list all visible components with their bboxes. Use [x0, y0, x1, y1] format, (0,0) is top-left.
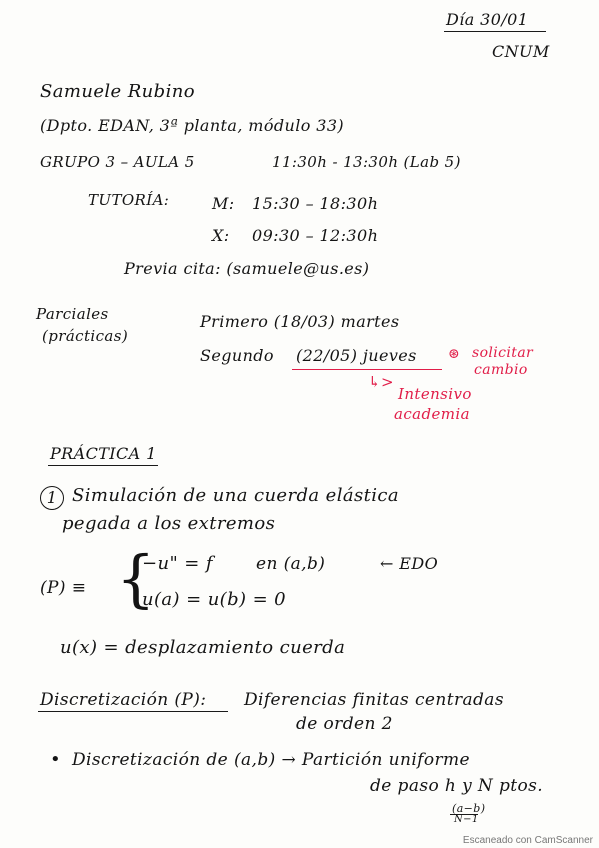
fraction-numerator: (a−b): [452, 802, 486, 815]
teacher-name: Samuele Rubino: [40, 81, 195, 102]
request-text: solicitar: [472, 345, 534, 361]
item-line-2: pegada a los extremos: [62, 513, 276, 534]
tutoria-day-2: X:: [212, 226, 230, 245]
arrow-icon: ↳>: [368, 373, 394, 391]
second-exam-date: (22/05) jueves: [296, 346, 417, 365]
date-text: Día 30/01: [446, 10, 529, 29]
request-text-2: cambio: [474, 362, 528, 378]
asterisk-icon: ⊛: [448, 346, 461, 362]
first-exam: Primero (18/03) martes: [200, 312, 400, 331]
schedule-text: 11:30h - 13:30h (Lab 5): [272, 153, 461, 171]
item-line-1: Simulación de una cuerda elástica: [72, 485, 400, 506]
equation-1-tag: ← EDO: [380, 554, 439, 573]
subject-text: CNUM: [492, 42, 550, 61]
tutoria-note: Previa cita: (samuele@us.es): [124, 259, 370, 278]
group-text: GRUPO 3 – AULA 5: [40, 153, 195, 171]
bullet-icon: •: [50, 749, 62, 770]
tutoria-day-1: M:: [212, 194, 235, 213]
tutoria-time-2: 09:30 – 12:30h: [252, 226, 379, 245]
practica-underline: [48, 465, 158, 466]
fraction-denominator: N−1: [454, 814, 479, 825]
practicas-label: (prácticas): [42, 327, 129, 345]
tutoria-label: TUTORÍA:: [88, 191, 170, 209]
discretizacion-title: Discretización (P):: [40, 690, 207, 710]
second-exam-underline: [292, 369, 442, 370]
intensive-text: Intensivo: [398, 385, 472, 403]
ux-definition: u(x) = desplazamiento cuerda: [60, 637, 346, 658]
equation-1-domain: en (a,b): [256, 554, 326, 574]
tutoria-time-1: 15:30 – 18:30h: [252, 194, 379, 213]
discretizacion-desc-2: de orden 2: [296, 714, 393, 734]
academia-text: academia: [394, 405, 470, 423]
item-number-circle: 1: [40, 486, 64, 510]
second-exam-label: Segundo: [200, 346, 274, 365]
discretizacion-item-1: Discretización de (a,b) → Partición uniforme: [72, 750, 471, 770]
discretizacion-desc-1: Diferencias finitas centradas: [244, 690, 504, 710]
discretizacion-underline: [38, 711, 228, 712]
scanner-watermark: Escaneado con CamScanner: [462, 835, 593, 846]
parciales-label: Parciales: [36, 305, 109, 323]
equation-1: −u" = f: [142, 553, 213, 574]
equation-2: u(a) = u(b) = 0: [142, 589, 287, 610]
p-label: (P) ≡: [40, 578, 87, 598]
date-underline: [444, 31, 546, 32]
teacher-office: (Dpto. EDAN, 3ª planta, módulo 33): [40, 116, 345, 135]
brace-icon: {: [116, 542, 156, 615]
discretizacion-item-2: de paso h y N ptos.: [370, 776, 544, 796]
practica-title: PRÁCTICA 1: [50, 444, 157, 463]
